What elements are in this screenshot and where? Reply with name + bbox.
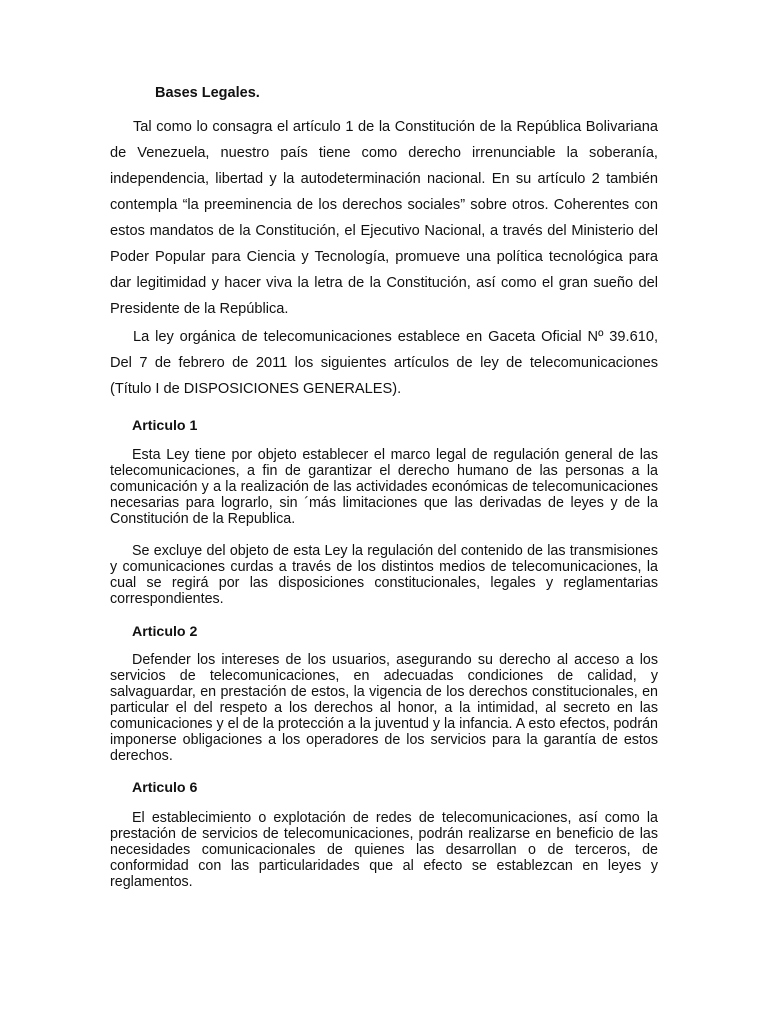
article-1-title: Articulo 1	[132, 418, 198, 434]
article-1-paragraph: Esta Ley tiene por objeto establecer el marco legal de regulación general de las telecomunicaciones, a fin de garantizar el derecho humano de las personas a la comunicación y a la realización de las actividades económicas de telecomunicaciones necesarias para lograrlo, sin ´más limitaciones que las derivadas de leyes y de la Constitución de la Republica.	[110, 447, 658, 527]
article-1-paragraph: Se excluye del objeto de esta Ley la regulación del contenido de las transmisiones y comunicaciones curdas a través de los distintos medios de telecomunicaciones, la cual se regirá por las disposiciones constitucionales, legales y reglamentarias correspondientes.	[110, 543, 658, 607]
article-6-paragraph: El establecimiento o explotación de redes de telecomunicaciones, así como la prestación de servicios de telecomunicaciones, podrán realizarse en beneficio de las necesidades comunicacionales de quienes las desarrollan o de terceros, de conformidad con las particularidades que al efecto se establezcan en leyes y reglamentos.	[110, 810, 658, 890]
intro-paragraph: Tal como lo consagra el artículo 1 de la Constitución de la República Bolivariana de Venezuela, nuestro país tiene como derecho irrenunciable la soberanía, independencia, libertad y la autodeterminación nacional. En su artículo 2 también contempla “la preeminencia de los derechos sociales” sobre otros. Coherentes con estos mandatos de la Constitución, el Ejecutivo Nacional, a través del Ministerio del Poder Popular para Ciencia y Tecnología, promueve una política tecnológica para dar legitimidad y hacer viva la letra de la Constitución, así como el gran sueño del Presidente de la República.	[110, 119, 658, 317]
document-heading: Bases Legales.	[155, 85, 260, 101]
law-reference-paragraph: La ley orgánica de telecomunicaciones establece en Gaceta Oficial Nº 39.610, Del 7 de febrero de 2011 los siguientes artículos de ley de telecomunicaciones (Título I de DISPOSICIONES GENERALES).	[110, 329, 658, 397]
article-2-paragraph: Defender los intereses de los usuarios, asegurando su derecho al acceso a los servicios de telecomunicaciones, en adecuadas condiciones de calidad, y salvaguardar, en prestación de estos, la vigencia de los derechos constitucionales, en particular el del respeto a los derechos al honor, a la intimidad, al secreto en las comunicaciones y el de la protección a la juventud y la infancia. A esto efectos, podrán imponerse obligaciones a los operadores de los servicios para la garantía de estos derechos.	[110, 652, 658, 764]
article-2-title: Articulo 2	[132, 624, 198, 640]
article-6-title: Articulo 6	[132, 780, 198, 796]
